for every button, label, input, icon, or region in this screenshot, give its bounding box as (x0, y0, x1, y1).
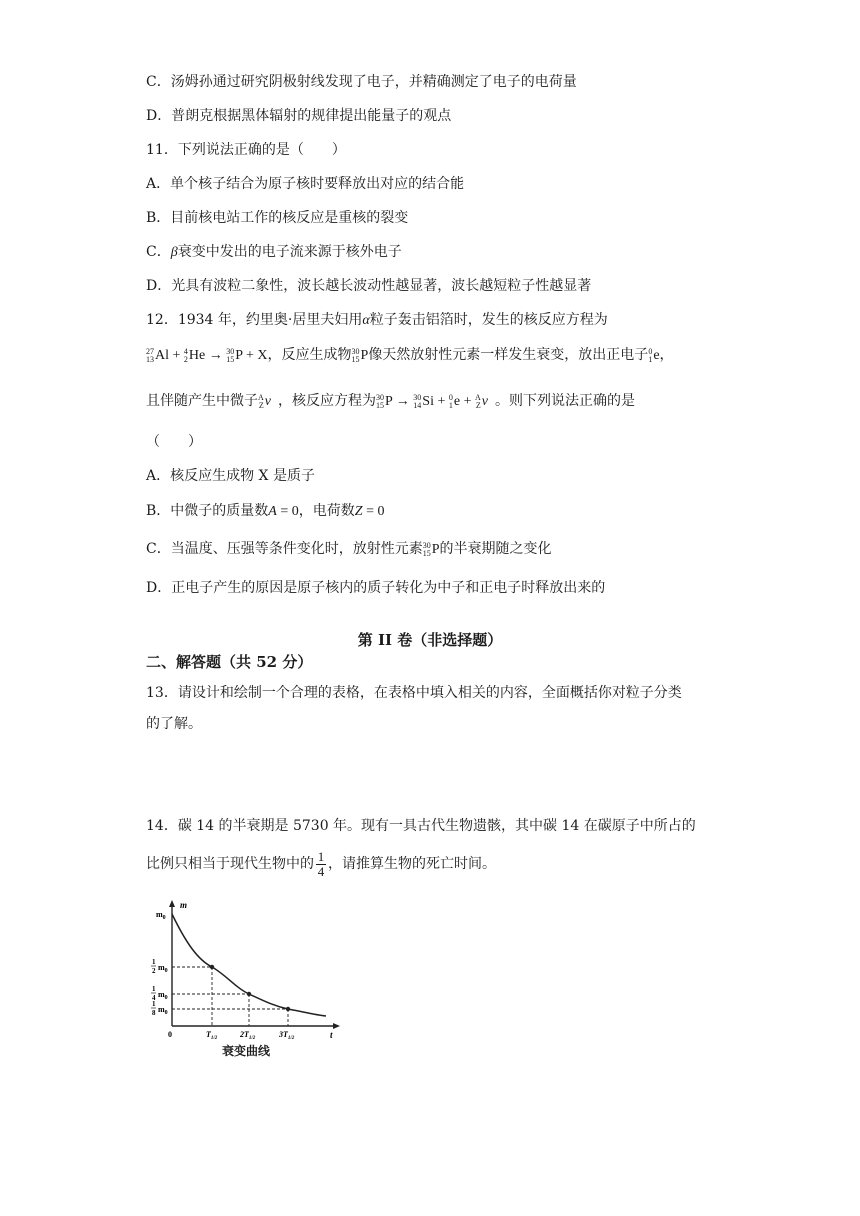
question-13-line1: 13．请设计和绘制一个合理的表格，在表格中填入相关的内容，全面概括你对粒子分类 (146, 685, 682, 701)
figure-caption: 衰变曲线 (222, 1044, 271, 1058)
x-axis-arrow (333, 1023, 340, 1029)
option-10d: D．普朗克根据黑体辐射的规律提出能量子的观点 (146, 108, 452, 124)
question-12-line2: 27 13 Al + 4 2 He → 30 15 P + X，反应生成物 30 15 P像天然放射性元素一样发生衰变，放出正电子 0 1 e， (146, 346, 674, 364)
decay-curve-figure (144, 898, 344, 1058)
tick-2t-half: $2T_{1/2}$ (240, 1030, 256, 1041)
x-axis-label: t (330, 1030, 333, 1040)
origin-label: 0 (168, 1030, 172, 1039)
question-11: 11．下列说法正确的是（ ） (146, 142, 346, 158)
question-14-line2: 比例只相当于现代生物中的 $\frac{1}{4}$ ，请推算生物的死亡时间。 (146, 848, 496, 879)
question-12-line1: 12．1934 年，约里奥·居里夫妇用α粒子轰击铝箔时，发生的核反应方程为 (146, 312, 608, 328)
tick-quarter-m0-num: 1 (152, 985, 156, 993)
option-12c: C．当温度、压强等条件变化时，放射性元素 30 15 P的半衰期随之变化 (146, 540, 552, 558)
fraction-one-quarter: $\frac{1}{4}$ (317, 848, 325, 879)
question-13-line2: 的了解。 (146, 716, 202, 732)
question-14-line1: 14．碳 14 的半衰期是 5730 年。现有一具古代生物遗骸，其中碳 14 在碳原子中所占的 (146, 818, 696, 834)
tick-eighth-m0-num: 1 (152, 1000, 156, 1008)
tick-quarter-m0-den: 4 (152, 994, 156, 1002)
tick-half-m0-den: 2 (152, 967, 156, 975)
tick-t-half: $T_{1/2}$ (206, 1030, 218, 1041)
tick-m0: $m_0$ (156, 910, 166, 921)
option-11c: C．β衰变中发出的电子流来源于核外电子 (146, 244, 402, 260)
section-2-heading: 二、解答题（共 52 分） (146, 653, 313, 671)
tick-3t-half: $3T_{1/2}$ (279, 1030, 295, 1041)
option-12d: D．正电子产生的原因是原子核内的质子转化为中子和正电子时释放出来的 (146, 580, 606, 596)
tick-half-m0-num: 1 (152, 958, 156, 966)
option-12b: B．中微子的质量数A = 0，电荷数Z = 0 (146, 503, 385, 519)
svg-text:m0: $m_0$ (158, 990, 168, 1001)
option-11d: D．光具有波粒二象性，波长越长波动性越显著，波长越短粒子性越显著 (146, 278, 592, 294)
option-11b: B．目前核电站工作的核反应是重核的裂变 (146, 210, 409, 226)
option-10c: C．汤姆孙通过研究阴极射线发现了电子，并精确测定了电子的电荷量 (146, 74, 577, 90)
part-2-title: 第 II 卷（非选择题） (357, 631, 503, 649)
y-axis-label: m (180, 900, 188, 910)
svg-text:m0: $m_0$ (158, 963, 168, 974)
option-11a: A．单个核子结合为原子核时要释放出对应的结合能 (146, 176, 465, 192)
svg-text:m0: $m_0$ (158, 1005, 168, 1016)
tick-eighth-m0-den: 8 (152, 1009, 156, 1017)
point-quarter (247, 992, 251, 996)
point-half (210, 965, 214, 969)
question-12-line3: 且伴随产生中微子 A Z ν ，核反应方程为 30 15 P → 30 14 Si + 0 1 e + A Z ν 。则下列说法正确的是 (146, 392, 635, 410)
point-eighth (286, 1007, 290, 1011)
y-axis-arrow (169, 900, 175, 907)
option-12a: A．核反应生成物 X 是质子 (146, 468, 315, 484)
question-12-paren: （ ） (146, 434, 202, 450)
